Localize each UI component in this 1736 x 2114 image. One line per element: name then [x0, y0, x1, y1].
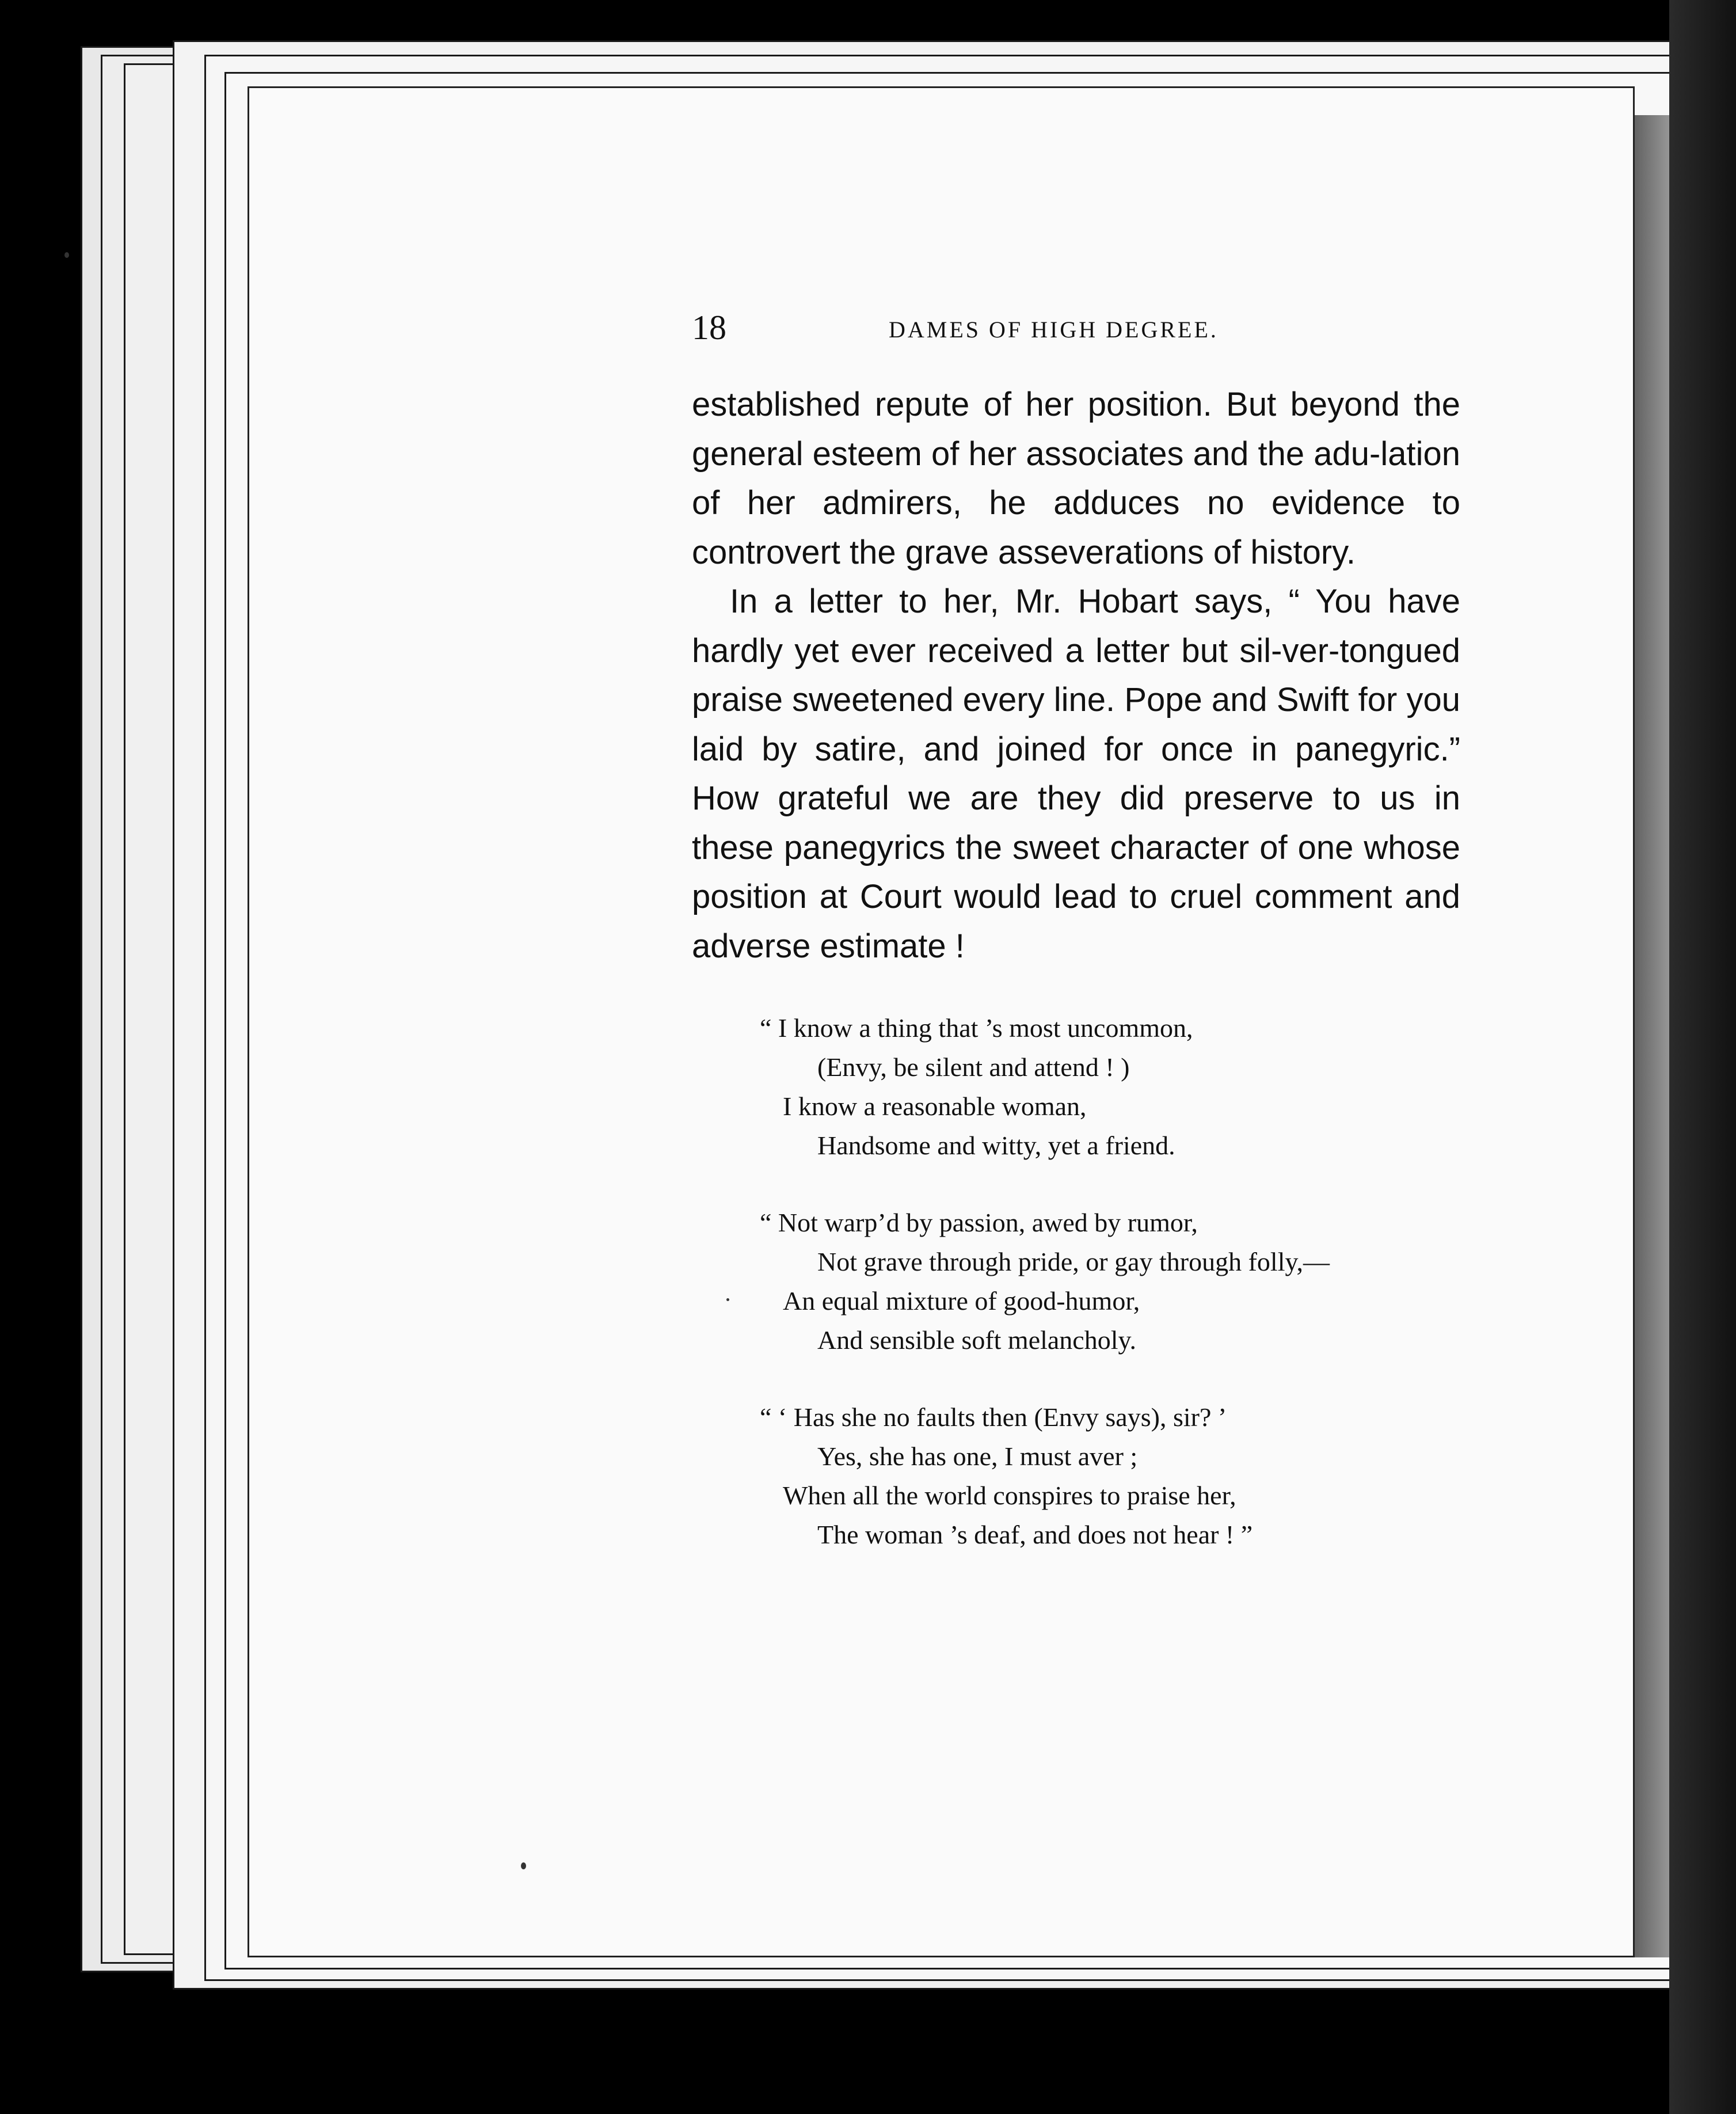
verse-stanza — [760, 1009, 1451, 1165]
verse-line: The woman ’s deaf, and does not hear ! ” — [817, 1520, 1253, 1549]
book-spine-strip — [1669, 0, 1736, 2114]
verse-line: Yes, she has one, I must aver ; — [817, 1442, 1138, 1471]
scan-speck — [726, 1298, 729, 1301]
verse-line: And sensible soft melancholy. — [817, 1325, 1137, 1355]
verse-line: “ I know a thing that ’s most uncommon, — [760, 1013, 1193, 1043]
verse-line: When all the world conspires to praise her, — [783, 1481, 1236, 1510]
running-title: DAMES OF HIGH DEGREE. — [889, 317, 1219, 343]
verse-stanza — [760, 1398, 1451, 1554]
verse-line: (Envy, be silent and attend ! ) — [817, 1052, 1130, 1082]
page-number: 18 — [692, 309, 726, 347]
verse-stanza — [760, 1203, 1451, 1360]
page-header — [692, 308, 1463, 348]
body-text — [692, 380, 1460, 971]
verse-line: Handsome and witty, yet a friend. — [817, 1131, 1175, 1160]
verse-line: “ Not warp’d by passion, awed by rumor, — [760, 1208, 1198, 1237]
scan-speck — [64, 252, 69, 258]
paragraph: established repute of her position. But beyond the general esteem of her associates and the adu-lation of her admirers, he adduces no evidence to controvert the grave asseverations of history. — [692, 386, 1460, 571]
verse-line: I know a reasonable woman, — [783, 1092, 1087, 1121]
paragraph: In a letter to her, Mr. Hobart says, “ You have hardly yet ever received a letter but sil-ver-tongued praise sweetened every line. Pope and Swift for you laid by satire, and joined for once in panegyric.” How grateful we are they did preserve to us in these panegyrics the sweet character of one whose position at Court would lead to cruel comment and adverse estimate ! — [692, 583, 1460, 965]
scan-speck — [521, 1862, 526, 1869]
verse-line: “ ‘ Has she no faults then (Envy says), sir? ’ — [760, 1402, 1227, 1432]
verse-line: Not grave through pride, or gay through folly,— — [817, 1247, 1330, 1276]
verse-line: An equal mixture of good-humor, — [783, 1286, 1140, 1315]
